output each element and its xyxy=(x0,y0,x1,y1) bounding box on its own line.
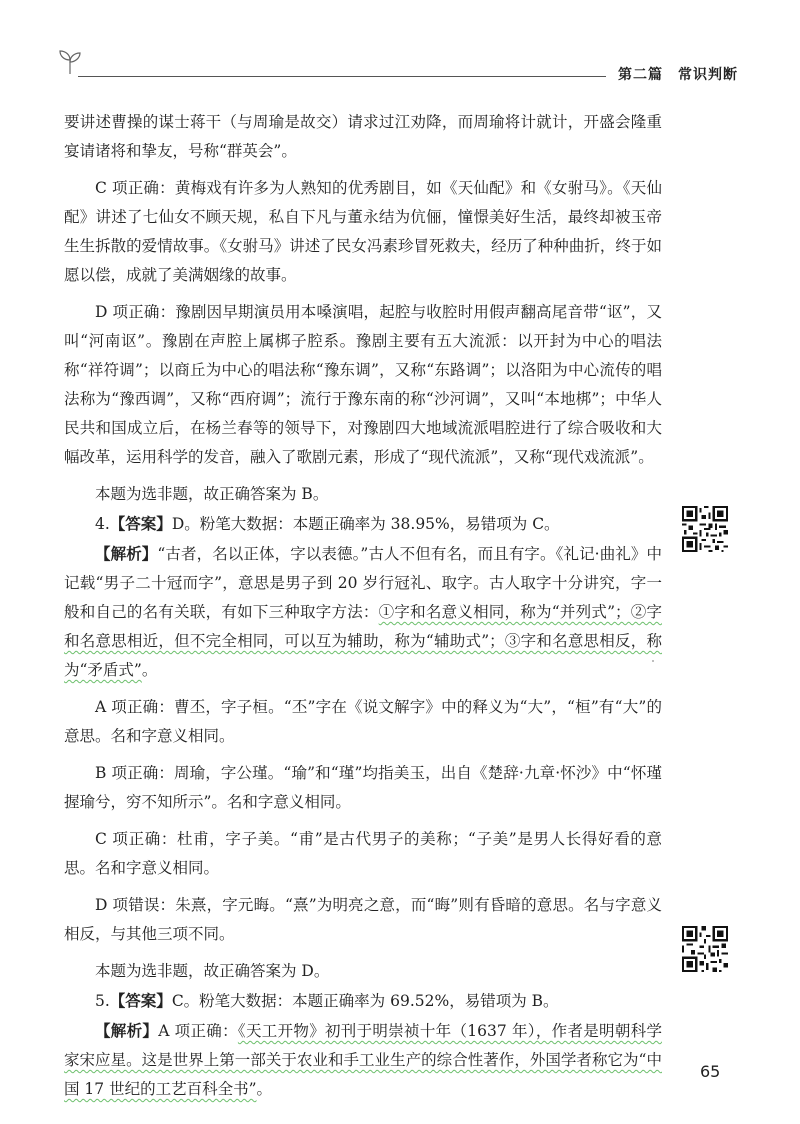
analysis-highlight: ①字和名意义相同，称为“并列式”；②字和名意思相近，但不完全相同，可以互为辅助，称为“辅助式”；③字和名意思相反，称为“矛盾式” xyxy=(64,603,662,679)
analysis-text: A 项正确： xyxy=(158,1022,238,1040)
paragraph: 要讲述曹操的谋士蒋干（与周瑜是故交）请求过江劝降，而周瑜将计就计，开盛会隆重宴请诸将和挚友，号称“群英会”。 xyxy=(64,113,662,160)
paragraph-option-a: A 项正确：曹丕，字子桓。“丕”字在《说文解字》中的释义为“大”，“桓”有“大”的意思。名和字意义相同。 xyxy=(64,698,662,745)
paragraph-option-d: D 项错误：朱熹，字元晦。“熹”为明亮之意，而“晦”则有昏暗的意思。名与字意义相反，与其他三项不同。 xyxy=(64,896,662,943)
page-header xyxy=(0,0,800,90)
question-5-answer xyxy=(64,986,662,1016)
answer-text: C。粉笔大数据：本题正确率为 69.52%，易错项为 B。 xyxy=(171,992,559,1010)
page-body xyxy=(64,108,662,1104)
analysis-label: 【解析】 xyxy=(95,1021,159,1040)
qr-code-icon[interactable] xyxy=(682,926,728,972)
paragraph-conclusion: 本题为选非题，故正确答案为 D。 xyxy=(95,962,330,980)
paragraph-option-c: C 项正确：杜甫，字子美。“甫”是古代男子的美称；“子美”是男人长得好看的意思。名和字意义相同。 xyxy=(64,830,662,877)
question-number: 5. xyxy=(95,992,110,1010)
answer-label: 【答案】 xyxy=(109,514,172,533)
paragraph-option-d: D 项正确：豫剧因早期演员用本嗓演唱，起腔与收腔时用假声翻高尾音带“讴”，又叫“河南讴”。豫剧在声腔上属梆子腔系。豫剧主要有五大流派：以开封为中心的唱法称“祥符调”；以商丘为中心的唱法称“豫东调”，又称“东路调”；以洛阳为中心流传的唱法称为“豫西调”，又称“西府调”；流行于豫东南的称“沙河调”，又叫“本地梆”；中华人民共和国成立后，在杨兰春等的领导下，对豫剧四大地域流派唱腔进行了综合吸收和大幅改革，运用科学的发音，融入了歌剧元素，形成了“现代流派”，又称“现代戏流派”。 xyxy=(64,303,662,466)
question-4-analysis xyxy=(64,539,662,685)
stray-mark xyxy=(652,660,654,662)
sprout-icon xyxy=(56,48,84,76)
analysis-highlight: 《天工开物》初刊于明崇祯十年（1637 年），作者是明朝科学家宋应星。这是世界上第一部关于农业和手工业生产的综合性著作，外国学者称它为“中国 17 世纪的工艺百科全书” xyxy=(64,1022,662,1098)
answer-label: 【答案】 xyxy=(109,991,172,1010)
paragraph-conclusion: 本题为选非题，故正确答案为 B。 xyxy=(95,485,329,503)
paragraph-option-c: C 项正确：黄梅戏有许多为人熟知的优秀剧目，如《天仙配》和《女驸马》。《天仙配》讲述了七仙女不顾天规，私自下凡与董永结为伉俪，憧憬美好生活，最终却被玉帝生生拆散的爱情故事。《女驸马》讲述了民女冯素珍冒死救夫，经历了种种曲折，终于如愿以偿，成就了美满姻缘的故事。 xyxy=(64,179,662,284)
page-number: 65 xyxy=(700,1062,721,1081)
header-rule xyxy=(78,76,606,77)
analysis-end: 。 xyxy=(256,1080,273,1098)
question-4-answer xyxy=(64,509,662,539)
answer-text: D。粉笔大数据：本题正确率为 38.95%，易错项为 C。 xyxy=(171,515,560,533)
chapter-title: 第二篇 常识判断 xyxy=(618,67,738,83)
analysis-label: 【解析】 xyxy=(95,544,158,563)
paragraph-option-b: B 项正确：周瑜，字公瑾。“瑜”和“瑾”均指美玉，出自《楚辞·九章·怀沙》中“怀瑾握瑜兮，穷不知所示”。名和字意义相同。 xyxy=(64,764,662,811)
question-number: 4. xyxy=(95,515,110,533)
question-5-analysis xyxy=(64,1016,662,1104)
qr-code-icon[interactable] xyxy=(682,506,728,552)
analysis-end: 。 xyxy=(141,661,158,679)
analysis-text: “古者，名以正体，字以表德。”古人不但有名，而且有字。《礼记·曲礼》中记载“男子二十冠而字”，意思是男子到 20 岁行冠礼、取字。古人取字十分讲究，字一般和自己的名有关联，有如下三种取字方法： xyxy=(64,545,662,621)
